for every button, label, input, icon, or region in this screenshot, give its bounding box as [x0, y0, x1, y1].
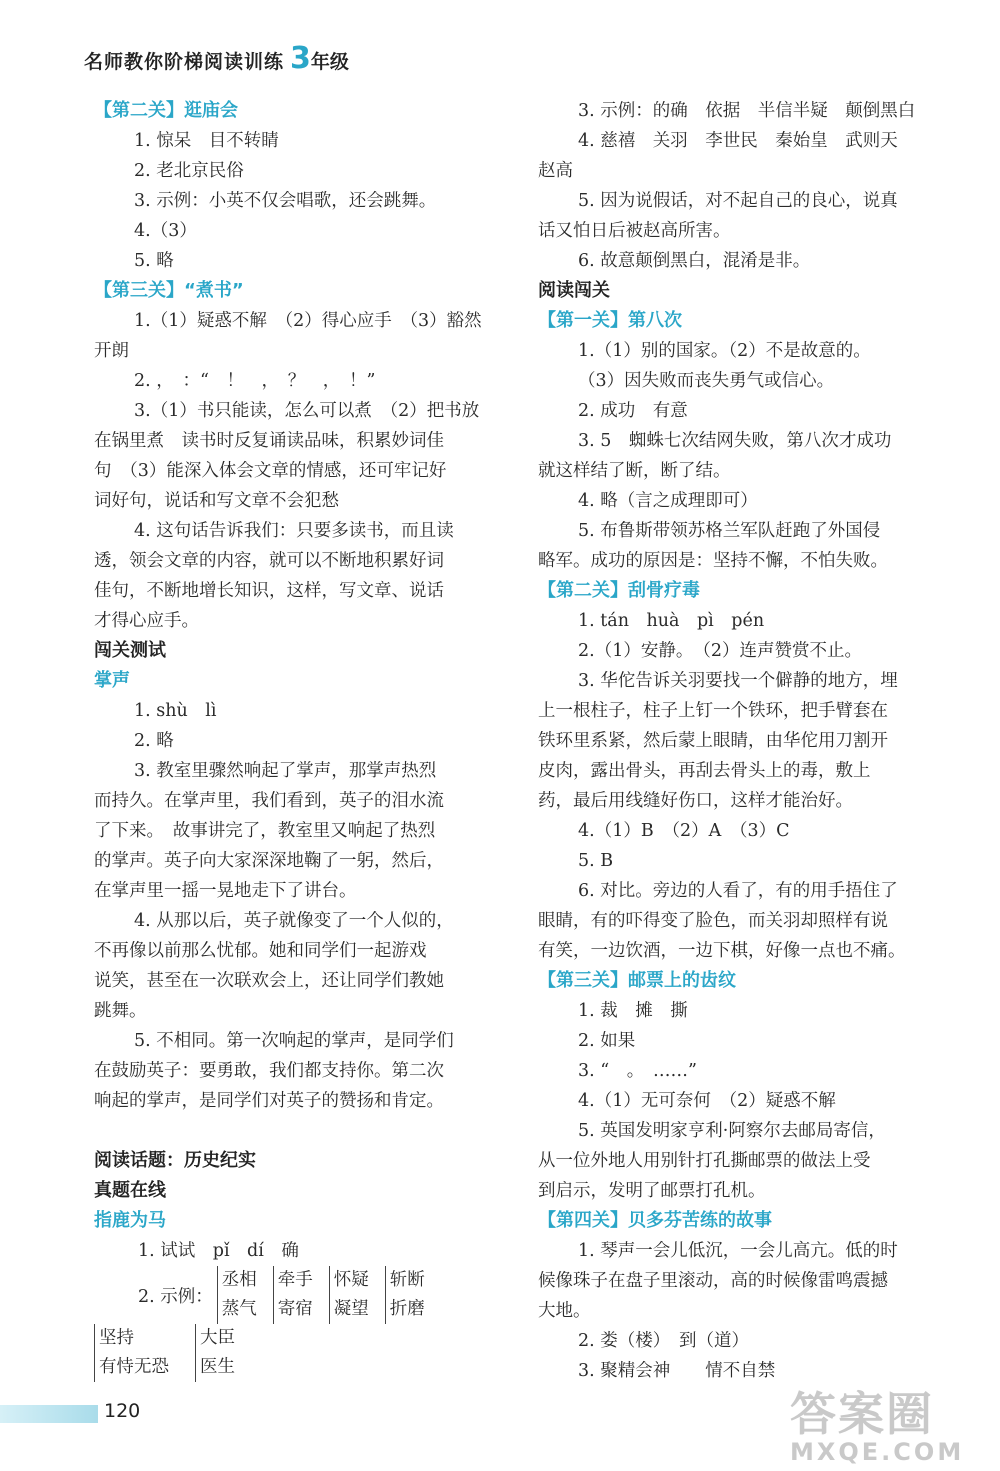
answer-line: 话又怕日后被赵高所害。	[538, 221, 731, 241]
answer-line: 3. 5 蜘蛛七次结网失败，第八次才成功	[578, 431, 892, 451]
answer-line: 而持久。在掌声里，我们看到，英子的泪水流	[94, 791, 444, 811]
watermark-logo	[790, 1387, 965, 1466]
answer-line: 就这样结了断，断了结。	[538, 461, 731, 481]
answer-line: 药，最后用线缝好伤口，这样才能治好。	[538, 791, 853, 811]
word-pair	[329, 1266, 369, 1324]
answer-line: 不再像以前那么忧郁。她和同学们一起游戏	[94, 941, 427, 961]
word-pair-row	[94, 1266, 504, 1324]
answer-list	[538, 1236, 938, 1386]
answer-line: 3. 华佗告诉关羽要找一个僻静的地方，埋	[578, 671, 898, 691]
answer-line: 的掌声。英子向大家深深地鞠了一躬，然后，	[94, 851, 444, 871]
series-title: 名师教你阶梯阅读训练	[84, 51, 285, 73]
answer-line: 5. 略	[134, 251, 174, 271]
answer-line: 1. shù lì	[134, 701, 217, 721]
answer-line: 4. 略（言之成理即可）	[578, 491, 758, 511]
answer-line: 3. 示例：小英不仅会唱歌，还会跳舞。	[134, 191, 437, 211]
answer-line: 大地。	[538, 1301, 591, 1321]
answer-line: 才得心应手。	[94, 611, 199, 631]
answer-line: 到启示，发明了邮票打孔机。	[538, 1181, 766, 1201]
page-footer-bar	[0, 1405, 98, 1423]
answer-line: 5. 布鲁斯带领苏格兰军队赶跑了外国侵	[578, 521, 881, 541]
answer-line: 词好句，说话和写文章不会犯愁	[94, 491, 339, 511]
word-pair	[195, 1324, 235, 1382]
answer-line: 2. 成功 有意	[578, 401, 688, 421]
section-title: 【第一关】第八次	[538, 310, 682, 331]
section-title: 指鹿为马	[94, 1210, 166, 1231]
answer-line: 2. 如果	[578, 1031, 636, 1051]
section-title: 【第三关】邮票上的齿纹	[538, 970, 736, 991]
answer-line: 有笑，一边饮酒，一边下棋，好像一点也不痛。	[538, 941, 906, 961]
section-title: 【第二关】刮骨疗毒	[538, 580, 700, 601]
answer-line: 开朗	[94, 341, 129, 361]
answer-line: 4.（3）	[134, 221, 197, 241]
section-heading: 闯关测试	[94, 640, 166, 661]
answer-line: 透，领会文章的内容，就可以不断地积累好词	[94, 551, 444, 571]
answer-list	[94, 696, 504, 1116]
answer-line: 2. 老北京民俗	[134, 161, 244, 181]
answer-line: 铁环里系紧，然后蒙上眼睛，由华佗用刀割开	[538, 731, 888, 751]
section-title: 【第四关】贝多芬苦练的故事	[538, 1210, 772, 1231]
answer-line: 5. 因为说假话，对不起自己的良心，说真	[578, 191, 898, 211]
answer-list	[94, 306, 504, 636]
page-number: 120	[104, 1400, 141, 1422]
answer-line: 4. 这句话告诉我们：只要多读书，而且读	[134, 521, 454, 541]
answer-line: 1. 惊呆 目不转睛	[134, 131, 279, 151]
answer-line: 皮肉，露出骨头，再刮去骨头上的毒，敷上	[538, 761, 871, 781]
word: 医生	[200, 1357, 235, 1377]
word: 坚持	[99, 1328, 134, 1348]
answer-line: 6. 故意颠倒黑白，混淆是非。	[578, 251, 811, 271]
answer-line: 候像珠子在盘子里滚动，高的时候像雷鸣震撼	[538, 1271, 888, 1291]
answer-line: 句 （3）能深入体会文章的情感，还可牢记好	[94, 461, 447, 481]
answer-line: 1. 裁 摊 撕	[578, 1001, 688, 1021]
page-header	[84, 41, 349, 78]
answer-list	[538, 996, 938, 1206]
word: 大臣	[200, 1328, 235, 1348]
word: 丞相	[221, 1270, 257, 1290]
answer-line: 3. 教室里骤然响起了掌声，那掌声热烈	[134, 761, 437, 781]
section-heading: 真题在线	[94, 1180, 166, 1201]
section-title: 掌声	[94, 670, 130, 691]
word-pair	[217, 1266, 257, 1324]
answer-line: 在鼓励英子：要勇敢，我们都支持你。第二次	[94, 1061, 444, 1081]
answer-line: 在掌声里一摇一晃地走下了讲台。	[94, 881, 357, 901]
answer-line: 赵高	[538, 161, 573, 181]
answer-line: 了下来。 故事讲完了，教室里又响起了热烈	[94, 821, 436, 841]
word: 斩断	[389, 1270, 425, 1290]
answer-line: 3. “ 。 ……”	[578, 1061, 697, 1081]
answer-line: 6. 对比。旁边的人看了，有的用手捂住了	[578, 881, 898, 901]
answer-line: 3. 示例：的确 依据 半信半疑 颠倒黑白	[578, 101, 916, 121]
answer-list	[538, 96, 938, 276]
section-heading: 阅读闯关	[538, 280, 610, 301]
word: 有恃无恐	[99, 1357, 169, 1377]
word-pair-groups	[217, 1266, 441, 1324]
grade-suffix: 年级	[310, 51, 349, 73]
left-column	[94, 96, 504, 1382]
answer-line: 5. 英国发明家亨利·阿察尔去邮局寄信，	[578, 1121, 886, 1141]
word-pair-groups	[94, 1324, 504, 1382]
answer-line: 2. ， ：“ ！ ， ？ ， ！”	[134, 371, 376, 391]
section-title: 【第二关】逛庙会	[94, 100, 238, 121]
spacer	[94, 1116, 504, 1146]
watermark-sub: MXQE.COM	[790, 1438, 965, 1466]
answer-prefix: 2. 示例：	[138, 1286, 213, 1307]
answer-line: 佳句，不断地增长知识，这样，写文章、说话	[94, 581, 444, 601]
word-pair	[273, 1266, 313, 1324]
answer-line: 说笑，甚至在一次联欢会上，还让同学们教她	[94, 971, 444, 991]
answer-line: 在锅里煮 读书时反复诵读品味，积累妙词佳	[94, 431, 444, 451]
answer-line: 1.（1）疑惑不解 （2）得心应手 （3）豁然	[134, 311, 482, 331]
answer-line: 4. 从那以后，英子就像变了一个人似的，	[134, 911, 454, 931]
word: 牵手	[277, 1270, 313, 1290]
answer-line: 1. 试试 pǐ dí 确	[138, 1241, 299, 1261]
section-heading: 阅读话题：历史纪实	[94, 1150, 256, 1171]
answer-line: 5. B	[578, 851, 614, 871]
answer-line: 2. 娄（楼） 到（道）	[578, 1331, 750, 1351]
answer-line: 5. 不相同。第一次响起的掌声，是同学们	[134, 1031, 454, 1051]
right-column	[538, 96, 938, 1386]
answer-line: 眼睛，有的吓得变了脸色，而关羽却照样有说	[538, 911, 888, 931]
word: 凝望	[333, 1299, 369, 1319]
word: 蒸气	[221, 1299, 257, 1319]
section-title: 【第三关】“煮书”	[94, 280, 244, 301]
answer-line: 2. 略	[134, 731, 174, 751]
answer-line: 3.（1）书只能读，怎么可以煮 （2）把书放	[134, 401, 480, 421]
answer-list	[94, 126, 504, 276]
word-pair	[94, 1324, 169, 1382]
answer-line: 上一根柱子，柱子上钉一个铁环，把手臂套在	[538, 701, 888, 721]
answer-line: 4. 慈禧 关羽 李世民 秦始皇 武则天	[578, 131, 898, 151]
answer-list	[538, 336, 938, 576]
word: 折磨	[389, 1299, 425, 1319]
answer-line: 4.（1）B （2）A （3）C	[578, 821, 790, 841]
answer-line: 3. 聚精会神 情不自禁	[578, 1361, 776, 1381]
answer-line: 略军。成功的原因是：坚持不懈，不怕失败。	[538, 551, 888, 571]
answer-line: 1. 琴声一会儿低沉，一会儿高亢。低的时	[578, 1241, 898, 1261]
answer-list	[538, 606, 938, 966]
answer-line: 响起的掌声，是同学们对英子的赞扬和肯定。	[94, 1091, 444, 1111]
watermark-main: 答案圈	[790, 1387, 934, 1441]
grade-number: 3	[290, 41, 311, 76]
answer-line: 4.（1）无可奈何 （2）疑惑不解	[578, 1091, 836, 1111]
answer-line: 1.（1）别的国家。（2）不是故意的。	[578, 341, 871, 361]
word: 寄宿	[277, 1299, 313, 1319]
word-pair	[385, 1266, 425, 1324]
answer-line: 跳舞。	[94, 1001, 147, 1021]
answer-line: （3）因失败而丧失勇气或信心。	[578, 371, 835, 391]
answer-line: 1. tán huà pì pén	[578, 611, 765, 631]
word: 怀疑	[333, 1270, 369, 1290]
answer-line: 2.（1）安静。 （2）连声赞赏不止。	[578, 641, 862, 661]
answer-line: 从一位外地人用别针打孔撕邮票的做法上受	[538, 1151, 871, 1171]
